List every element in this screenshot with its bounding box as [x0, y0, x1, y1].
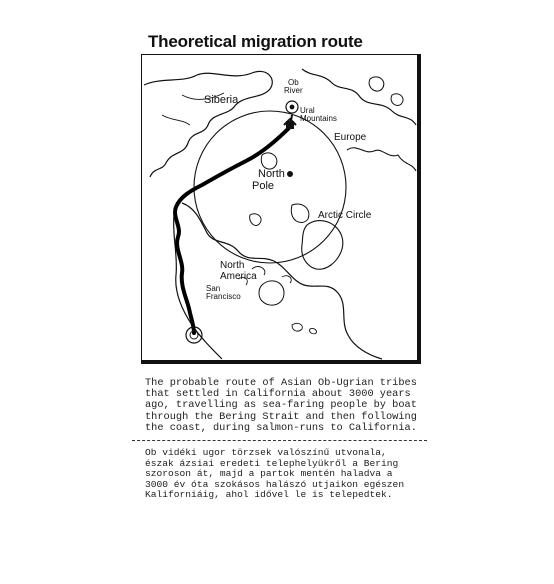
ural-block — [286, 121, 294, 129]
north-pole-marker — [287, 171, 293, 177]
migration-route-line — [175, 127, 290, 333]
ob-river-label: Ob River — [284, 78, 303, 95]
caption-en-line: The probable route of Asian Ob-Ugrian tribes — [145, 377, 417, 389]
siberia-label: Siberia — [204, 94, 239, 106]
north-america-coastline — [182, 203, 382, 359]
caption-hu-line: Kaliforniáig, ahol idővel le is telepedtek. — [145, 489, 393, 501]
caption-hu-line: 3000 év óta szokásos halászó utjaikon egészen — [145, 478, 405, 490]
siberia-coastline — [144, 71, 272, 177]
hudson-bay — [259, 281, 284, 305]
north-america-label-line1: North — [220, 260, 245, 271]
map-drawing — [142, 55, 418, 361]
arctic-circle-label: Arctic Circle — [318, 210, 372, 221]
ob-river-marker-inner — [290, 105, 295, 110]
caption-english — [145, 378, 417, 434]
europe-islands — [369, 77, 403, 106]
north-pole-label-line1: North — [258, 168, 285, 180]
san-francisco-label: San Francisco — [206, 284, 241, 301]
caption-hu-line: Ob vidéki ugor törzsek valószínű utvonala, — [145, 447, 387, 458]
caption-en-line: ago, travelling as sea-faring people by boat — [145, 399, 417, 412]
europe-label: Europe — [334, 132, 367, 143]
greenland — [302, 221, 343, 270]
map-title: Theoretical migration route — [148, 32, 363, 51]
caption-en-line: the coast, during salmon-runs to California. — [145, 421, 417, 434]
scandinavia-coast — [347, 148, 416, 171]
caption-en-line: that settled in California about 3000 years — [145, 388, 411, 401]
caption-hu-line: szoroson át, majd a partok mentén haladva a — [145, 468, 393, 480]
ural-mountains-label: Ural Mountains — [300, 106, 337, 123]
caption-divider — [132, 440, 427, 441]
north-america-label-line2: America — [220, 271, 257, 282]
caption-hu-line: észak ázsiai eredeti telephelyükről a Bering — [145, 457, 399, 469]
caption-en-line: through the Bering Strait and then following — [145, 410, 417, 423]
great-lakes — [292, 323, 317, 333]
caption-hungarian — [145, 448, 404, 501]
north-pole-label-line2: Pole — [252, 180, 275, 192]
migration-map — [141, 54, 421, 364]
